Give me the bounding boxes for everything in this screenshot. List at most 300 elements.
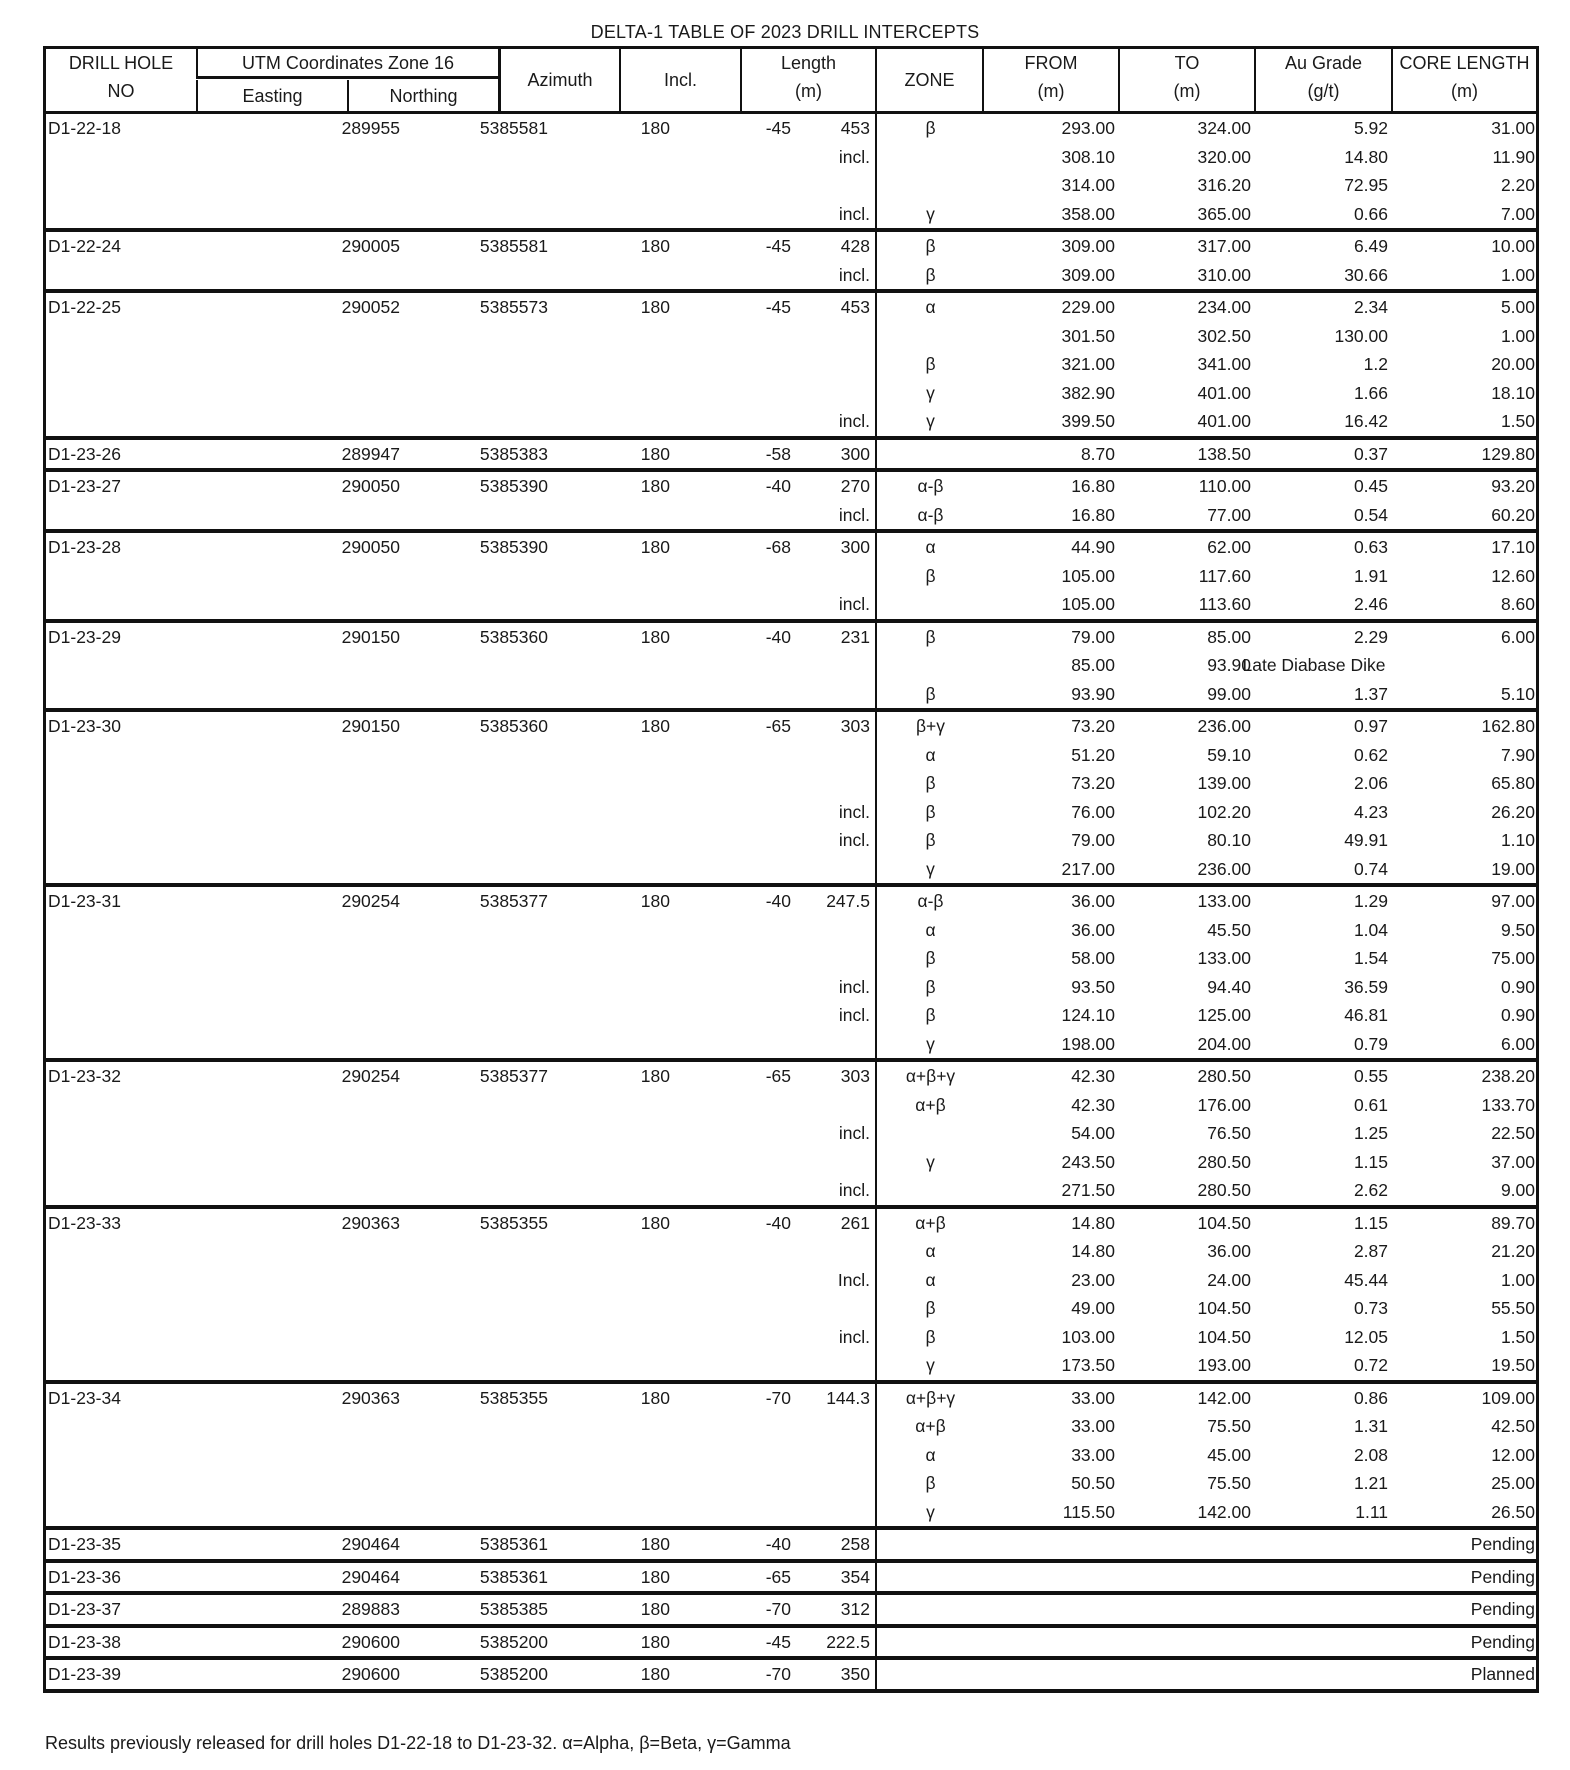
zone-cell: α-β <box>917 504 944 525</box>
easting-cell: 289883 <box>341 1599 400 1619</box>
core-length-cell: 75.00 <box>1491 948 1535 968</box>
zone-cell: α <box>925 919 936 940</box>
header-easting: Easting <box>196 80 347 111</box>
incl-note-cell: incl. <box>838 976 870 997</box>
incl-note-cell: incl. <box>838 264 870 285</box>
northing-cell: 5385200 <box>479 1631 548 1652</box>
header-length: Length (m) <box>740 49 875 111</box>
from-cell: 14.80 <box>1071 1241 1115 1261</box>
to-cell: 104.50 <box>1197 1212 1251 1233</box>
drill-hole-cell: D1-23-32 <box>48 1066 121 1086</box>
drill-hole-group <box>43 887 1539 1062</box>
core-length-cell: 19.50 <box>1491 1355 1535 1375</box>
zone-cell: β <box>925 565 936 586</box>
to-cell: 142.00 <box>1197 1387 1251 1408</box>
drill-hole-cell: D1-23-35 <box>48 1534 121 1554</box>
au-grade-cell: 2.06 <box>1353 773 1388 793</box>
zone-cell: β <box>925 830 936 850</box>
drill-hole-group <box>43 472 1539 533</box>
length-cell: 428 <box>840 236 870 256</box>
azimuth-cell: 180 <box>640 537 670 557</box>
to-cell: 316.20 <box>1197 175 1251 195</box>
core-length-cell: 109.00 <box>1481 1387 1535 1408</box>
table-row <box>46 379 1536 408</box>
au-grade-cell: 2.87 <box>1353 1241 1388 1261</box>
core-length-cell: 0.90 <box>1500 1005 1535 1025</box>
northing-cell: 5385573 <box>479 297 548 317</box>
au-grade-cell: 1.04 <box>1353 919 1388 940</box>
table-row <box>46 1030 1536 1059</box>
zone-cell: α-β <box>917 891 944 911</box>
incl-note-cell: incl. <box>838 830 870 850</box>
table-row <box>46 887 1536 916</box>
easting-cell: 290464 <box>341 1566 400 1587</box>
to-cell: 85.00 <box>1207 626 1251 647</box>
from-cell: 36.00 <box>1071 919 1115 940</box>
from-cell: 73.20 <box>1071 716 1115 736</box>
core-length-cell: 7.00 <box>1500 203 1535 224</box>
au-grade-cell: 0.97 <box>1353 716 1388 736</box>
table-row <box>46 1148 1536 1177</box>
zone-cell: β <box>925 236 936 256</box>
drill-hole-cell: D1-23-36 <box>48 1566 121 1587</box>
easting-cell: 290254 <box>341 1066 400 1086</box>
header-azimuth: Azimuth <box>498 49 619 111</box>
from-cell: 54.00 <box>1071 1123 1115 1143</box>
easting-cell: 289955 <box>341 118 400 138</box>
drill-hole-group <box>43 1209 1539 1384</box>
from-cell: 243.50 <box>1061 1151 1115 1172</box>
incl-cell: -45 <box>765 118 791 138</box>
easting-cell: 290464 <box>341 1534 400 1554</box>
core-length-cell: 162.80 <box>1481 716 1535 736</box>
zone-cell: γ <box>926 1033 935 1054</box>
zone-cell: β <box>925 976 936 997</box>
table-row <box>46 322 1536 351</box>
to-cell: 62.00 <box>1207 537 1251 557</box>
table-row <box>46 1237 1536 1266</box>
length-cell: 354 <box>840 1566 870 1587</box>
drill-hole-cell: D1-23-27 <box>48 476 121 496</box>
drill-hole-cell: D1-23-29 <box>48 626 121 647</box>
drill-hole-group <box>43 1628 1539 1661</box>
azimuth-cell: 180 <box>640 443 670 464</box>
core-length-cell: 97.00 <box>1491 891 1535 911</box>
northing-cell: 5385390 <box>479 476 548 496</box>
to-cell: 280.50 <box>1197 1180 1251 1200</box>
from-cell: 58.00 <box>1071 948 1115 968</box>
incl-cell: -40 <box>765 1212 791 1233</box>
drill-hole-cell: D1-23-31 <box>48 891 121 911</box>
core-length-cell: 8.60 <box>1500 594 1535 614</box>
au-grade-cell: 0.62 <box>1353 744 1388 765</box>
au-grade-cell: 6.49 <box>1353 236 1388 256</box>
incl-cell: -40 <box>765 1534 791 1554</box>
core-length-cell: 7.90 <box>1500 744 1535 765</box>
to-cell: 104.50 <box>1197 1298 1251 1318</box>
core-length-cell: 1.00 <box>1500 1269 1535 1290</box>
table-row <box>46 1469 1536 1498</box>
table-row <box>46 501 1536 530</box>
core-length-cell: 1.10 <box>1500 830 1535 850</box>
easting-cell: 290150 <box>341 716 400 736</box>
table-row <box>46 590 1536 619</box>
table-row <box>46 293 1536 322</box>
table-row <box>46 350 1536 379</box>
azimuth-cell: 180 <box>640 236 670 256</box>
table-row <box>46 232 1536 261</box>
core-length-cell: 1.50 <box>1500 411 1535 431</box>
zone-cell: γ <box>926 1355 935 1375</box>
au-grade-cell: 2.34 <box>1353 297 1388 317</box>
northing-cell: 5385361 <box>479 1566 548 1587</box>
au-grade-cell: 0.55 <box>1353 1066 1388 1086</box>
drill-hole-cell: D1-23-28 <box>48 537 121 557</box>
from-cell: 217.00 <box>1061 858 1115 879</box>
au-grade-cell: 0.79 <box>1353 1033 1388 1054</box>
core-length-cell: 1.00 <box>1500 264 1535 285</box>
incl-note-cell: incl. <box>838 1005 870 1025</box>
drill-hole-cell: D1-23-34 <box>48 1387 121 1408</box>
northing-cell: 5385581 <box>479 118 548 138</box>
zone-cell: β+γ <box>915 716 946 736</box>
length-cell: 453 <box>840 297 870 317</box>
from-cell: 229.00 <box>1061 297 1115 317</box>
azimuth-cell: 180 <box>640 891 670 911</box>
to-cell: 302.50 <box>1197 325 1251 346</box>
au-grade-cell: 0.73 <box>1353 1298 1388 1318</box>
drill-hole-group <box>43 1660 1539 1693</box>
to-cell: 93.90 <box>1207 655 1251 675</box>
incl-cell: -40 <box>765 891 791 911</box>
easting-cell: 290363 <box>341 1387 400 1408</box>
from-cell: 14.80 <box>1071 1212 1115 1233</box>
to-cell: 142.00 <box>1197 1501 1251 1522</box>
core-length-cell: 11.90 <box>1492 146 1535 167</box>
table-row <box>46 769 1536 798</box>
to-cell: 401.00 <box>1197 382 1251 403</box>
table-row <box>46 1498 1536 1527</box>
table-body <box>43 114 1539 1693</box>
drill-hole-cell: D1-22-18 <box>48 118 121 138</box>
incl-cell: -45 <box>765 1631 791 1652</box>
length-cell: 303 <box>840 1066 870 1086</box>
zone-cell: β <box>925 354 936 374</box>
northing-cell: 5385377 <box>479 891 548 911</box>
core-length-cell: 1.50 <box>1500 1326 1535 1347</box>
au-grade-cell: 130.00 <box>1334 325 1388 346</box>
to-cell: 104.50 <box>1197 1326 1251 1347</box>
table-title: DELTA-1 TABLE OF 2023 DRILL INTERCEPTS <box>590 22 980 42</box>
incl-cell: -65 <box>765 1066 791 1086</box>
drill-hole-cell: D1-23-26 <box>48 443 121 464</box>
au-grade-cell: 5.92 <box>1353 118 1388 138</box>
drill-hole-group <box>43 232 1539 293</box>
easting-cell: 290050 <box>341 537 400 557</box>
au-grade-cell: 49.91 <box>1344 830 1388 850</box>
table-row <box>46 1563 1536 1592</box>
zone-cell: β <box>925 1005 936 1025</box>
core-length-cell: Pending <box>1470 1566 1535 1587</box>
core-length-cell: 6.00 <box>1500 626 1535 647</box>
table-row <box>46 1384 1536 1413</box>
from-cell: 399.50 <box>1061 411 1115 431</box>
header-zone: ZONE <box>875 49 982 111</box>
au-grade-cell: 16.42 <box>1344 411 1388 431</box>
incl-note-cell: incl. <box>838 1180 870 1200</box>
azimuth-cell: 180 <box>640 626 670 647</box>
length-cell: 231 <box>840 626 870 647</box>
table-row <box>46 1660 1536 1689</box>
header-drill-hole: DRILL HOLE NO <box>68 53 174 101</box>
au-grade-cell: 1.31 <box>1353 1416 1388 1436</box>
easting-cell: 290363 <box>341 1212 400 1233</box>
from-cell: 85.00 <box>1071 655 1115 675</box>
from-cell: 308.10 <box>1061 146 1115 167</box>
table-row <box>46 1351 1536 1380</box>
length-cell: 453 <box>840 118 870 138</box>
to-cell: 94.40 <box>1207 976 1251 997</box>
au-grade-cell: 0.54 <box>1353 504 1388 525</box>
core-length-cell: 22.50 <box>1491 1123 1535 1143</box>
zone-cell: γ <box>926 203 935 224</box>
length-cell: 300 <box>840 537 870 557</box>
au-grade-cell: 2.62 <box>1353 1180 1388 1200</box>
au-grade-cell: 1.21 <box>1353 1473 1388 1493</box>
au-grade-cell: 1.54 <box>1353 948 1388 968</box>
azimuth-cell: 180 <box>640 1534 670 1554</box>
azimuth-cell: 180 <box>640 716 670 736</box>
drill-hole-group <box>43 1563 1539 1596</box>
to-cell: 45.00 <box>1207 1444 1251 1465</box>
core-length-cell: 89.70 <box>1491 1212 1535 1233</box>
incl-note-cell: incl. <box>838 1326 870 1347</box>
au-grade-cell: 1.15 <box>1353 1212 1388 1233</box>
drill-hole-group <box>43 440 1539 473</box>
incl-note-cell: incl. <box>838 411 870 431</box>
to-cell: 236.00 <box>1197 858 1251 879</box>
to-cell: 401.00 <box>1197 411 1251 431</box>
au-grade-cell: 0.74 <box>1353 858 1388 879</box>
table-row <box>46 1091 1536 1120</box>
azimuth-cell: 180 <box>640 297 670 317</box>
incl-cell: -70 <box>765 1387 791 1408</box>
incl-cell: -40 <box>765 476 791 496</box>
au-grade-cell: 0.66 <box>1353 203 1388 224</box>
header-incl: Incl. <box>619 49 740 111</box>
zone-cell: α <box>925 744 936 765</box>
zone-cell: β <box>925 118 936 138</box>
to-cell: 80.10 <box>1207 830 1251 850</box>
northing-cell: 5385581 <box>479 236 548 256</box>
table-row <box>46 916 1536 945</box>
zone-cell: α <box>925 297 936 317</box>
from-cell: 173.50 <box>1061 1355 1115 1375</box>
zone-cell: α <box>925 1444 936 1465</box>
to-cell: 24.00 <box>1207 1269 1251 1290</box>
drill-hole-cell: D1-22-25 <box>48 297 121 317</box>
to-cell: 75.50 <box>1207 1473 1251 1493</box>
azimuth-cell: 180 <box>640 1631 670 1652</box>
zone-cell: β <box>925 773 936 793</box>
core-length-cell: 5.00 <box>1500 297 1535 317</box>
to-cell: 102.20 <box>1197 801 1251 822</box>
azimuth-cell: 180 <box>640 1664 670 1684</box>
from-cell: 314.00 <box>1061 175 1115 195</box>
au-grade-cell: 1.11 <box>1355 1501 1388 1522</box>
length-cell: 350 <box>840 1664 870 1684</box>
au-grade-cell: 45.44 <box>1344 1269 1388 1290</box>
table-row <box>46 407 1536 436</box>
zone-cell: γ <box>926 411 935 431</box>
to-cell: 110.00 <box>1198 476 1251 496</box>
table-row <box>46 533 1536 562</box>
zone-cell: β <box>925 264 936 285</box>
drill-hole-group <box>43 533 1539 623</box>
drill-hole-cell: D1-23-30 <box>48 716 121 736</box>
from-cell: 105.00 <box>1061 594 1115 614</box>
incl-cell: -70 <box>765 1599 791 1619</box>
table-row <box>46 472 1536 501</box>
northing-cell: 5385355 <box>479 1212 548 1233</box>
core-length-cell: 0.90 <box>1500 976 1535 997</box>
au-grade-cell: 0.72 <box>1353 1355 1388 1375</box>
core-length-cell: 65.80 <box>1491 773 1535 793</box>
to-cell: 113.60 <box>1198 594 1251 614</box>
incl-note-cell: incl. <box>838 1123 870 1143</box>
from-cell: 36.00 <box>1071 891 1115 911</box>
au-grade-cell: 36.59 <box>1344 976 1388 997</box>
to-cell: 341.00 <box>1197 354 1251 374</box>
zone-cell: α+β+γ <box>905 1066 956 1086</box>
table-row <box>46 651 1536 680</box>
zone-cell: α <box>925 1269 936 1290</box>
table-row <box>46 200 1536 229</box>
drill-hole-cell: D1-23-33 <box>48 1212 121 1233</box>
core-length-cell: 42.50 <box>1491 1416 1535 1436</box>
incl-cell: -65 <box>765 716 791 736</box>
from-cell: 33.00 <box>1071 1387 1115 1408</box>
easting-cell: 290254 <box>341 891 400 911</box>
table-row <box>46 944 1536 973</box>
au-grade-cell: 1.37 <box>1353 683 1388 704</box>
table-row <box>46 440 1536 469</box>
to-cell: 138.50 <box>1197 443 1251 464</box>
zone-cell: β <box>925 1298 936 1318</box>
core-length-cell: 55.50 <box>1491 1298 1535 1318</box>
from-cell: 103.00 <box>1061 1326 1115 1347</box>
from-cell: 105.00 <box>1061 565 1115 586</box>
easting-cell: 290600 <box>341 1631 400 1652</box>
zone-cell: β <box>925 626 936 647</box>
drill-hole-group <box>43 1530 1539 1563</box>
from-cell: 23.00 <box>1071 1269 1115 1290</box>
from-cell: 50.50 <box>1071 1473 1115 1493</box>
table-row <box>46 1001 1536 1030</box>
to-cell: 280.50 <box>1197 1066 1251 1086</box>
to-cell: 117.60 <box>1198 565 1251 586</box>
core-length-cell: 17.10 <box>1491 537 1535 557</box>
to-cell: 76.50 <box>1207 1123 1251 1143</box>
core-length-cell: 18.10 <box>1491 382 1535 403</box>
core-length-cell: 26.20 <box>1491 801 1535 822</box>
table-row <box>46 973 1536 1002</box>
core-length-cell: Pending <box>1470 1534 1535 1554</box>
incl-cell: -70 <box>765 1664 791 1684</box>
core-length-cell: 6.00 <box>1500 1033 1535 1054</box>
from-cell: 44.90 <box>1071 537 1115 557</box>
core-length-cell: Planned <box>1470 1664 1535 1684</box>
au-grade-cell: 30.66 <box>1344 264 1388 285</box>
from-cell: 93.50 <box>1071 976 1115 997</box>
from-cell: 79.00 <box>1071 830 1115 850</box>
easting-cell: 290150 <box>341 626 400 647</box>
incl-note-cell: incl. <box>838 594 870 614</box>
to-cell: 36.00 <box>1207 1241 1251 1261</box>
to-cell: 77.00 <box>1207 504 1251 525</box>
length-cell: 247.5 <box>826 891 870 911</box>
drill-hole-group <box>43 114 1539 232</box>
to-cell: 236.00 <box>1197 716 1251 736</box>
to-cell: 45.50 <box>1207 919 1251 940</box>
table-row <box>46 1628 1536 1657</box>
note-cell: Late Diabase Dike <box>1242 655 1386 675</box>
table-row <box>46 1119 1536 1148</box>
from-cell: 301.50 <box>1061 325 1115 346</box>
au-grade-cell: 0.37 <box>1353 443 1388 464</box>
table-row <box>46 680 1536 709</box>
length-cell: 144.3 <box>826 1387 870 1408</box>
incl-note-cell: incl. <box>838 801 870 822</box>
from-cell: 49.00 <box>1071 1298 1115 1318</box>
zone-cell: γ <box>926 1501 935 1522</box>
zone-cell: α+β+γ <box>905 1387 956 1408</box>
to-cell: 133.00 <box>1197 948 1251 968</box>
incl-cell: -45 <box>765 297 791 317</box>
from-cell: 124.10 <box>1061 1005 1115 1025</box>
core-length-cell: 12.00 <box>1491 1444 1535 1465</box>
easting-cell: 290600 <box>341 1664 400 1684</box>
zone-cell: β <box>925 801 936 822</box>
zone-cell: γ <box>926 1151 935 1172</box>
drill-hole-cell: D1-23-37 <box>48 1599 121 1619</box>
zone-cell: α <box>925 537 936 557</box>
au-grade-cell: 1.29 <box>1353 891 1388 911</box>
length-cell: 270 <box>840 476 870 496</box>
from-cell: 33.00 <box>1071 1444 1115 1465</box>
au-grade-cell: 0.61 <box>1353 1094 1388 1115</box>
drill-hole-cell: D1-23-38 <box>48 1631 121 1652</box>
incl-cell: -58 <box>765 443 791 464</box>
table-row <box>46 171 1536 200</box>
incl-note-cell: incl. <box>838 146 870 167</box>
to-cell: 310.00 <box>1197 264 1251 285</box>
core-length-cell: 19.00 <box>1491 858 1535 879</box>
to-cell: 75.50 <box>1207 1416 1251 1436</box>
to-cell: 139.00 <box>1197 773 1251 793</box>
core-length-cell: 1.00 <box>1500 325 1535 346</box>
zone-cell: β <box>925 1326 936 1347</box>
drill-hole-group <box>43 293 1539 440</box>
core-length-cell: 37.00 <box>1491 1151 1535 1172</box>
from-cell: 115.50 <box>1062 1501 1115 1522</box>
to-cell: 280.50 <box>1197 1151 1251 1172</box>
zone-cell: α+β <box>915 1416 946 1436</box>
northing-cell: 5385360 <box>479 626 548 647</box>
au-grade-cell: 0.45 <box>1353 476 1388 496</box>
drill-hole-cell: D1-23-39 <box>48 1664 121 1684</box>
from-cell: 271.50 <box>1061 1180 1115 1200</box>
